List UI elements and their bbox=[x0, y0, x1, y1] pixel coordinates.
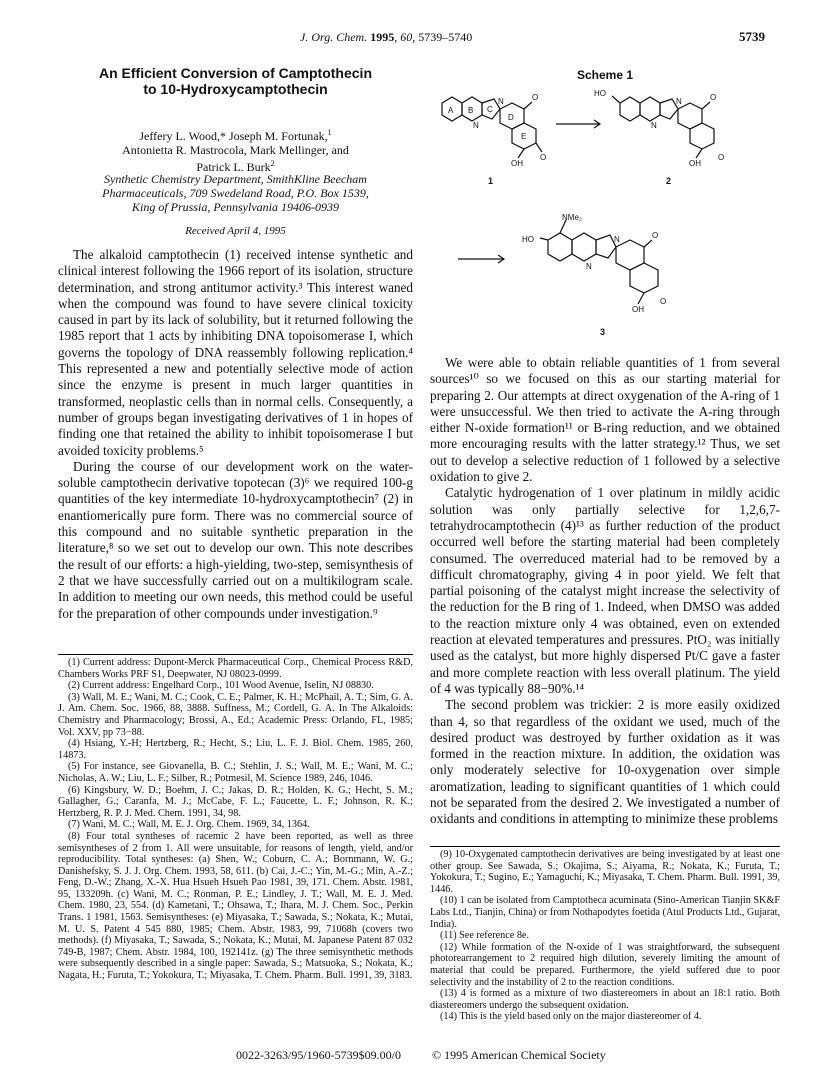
carbonyl-bond bbox=[524, 102, 532, 109]
hydroxyl-label: OH bbox=[689, 159, 701, 168]
footnotes-right bbox=[430, 849, 780, 1023]
hydroxyl-label: HO bbox=[522, 235, 534, 244]
footnote: (2) Current address: Engelhard Corp., 101 Wood Avenue, Iselin, NJ 08830. bbox=[68, 680, 374, 692]
atom-o-label: O bbox=[718, 153, 725, 162]
article-code: 0022-3263/95/1960-5739$09.00/0 bbox=[236, 1048, 401, 1062]
title-line-2: to 10-Hydroxycamptothecin bbox=[143, 81, 328, 97]
ethyl-bond bbox=[638, 293, 644, 304]
ethyl-bond bbox=[518, 149, 524, 158]
received-date: Received April 4, 1995 bbox=[185, 225, 286, 237]
footnote: (7) Wani, M. C.; Wall, M. E. J. Org. Chem. 1969, 34, 1364. bbox=[68, 819, 310, 831]
ring-e-hexagon bbox=[630, 263, 658, 293]
journal-volume: 60 bbox=[400, 30, 413, 44]
atom-o-label: O bbox=[660, 297, 667, 306]
hydroxyl-label: OH bbox=[632, 305, 644, 314]
atom-o-label: O bbox=[710, 93, 717, 102]
dimethylamino-label: NMe₂ bbox=[562, 213, 582, 222]
footnote: (8) Four total syntheses of racemic 2 have been reported, as well as three semisyntheses of 2 from 1. All were unsuitable, for reasons of length, yield, and/or reproducibility. Total syntheses: (a) Shen, W.; Coburn, C. A.; Bornmann, W. G.; Danishefsky, S. J. J. Org. Chem. 1993, 58, 611. (b) Cai, J.-C.; Yin, M.-G.; Min, A.-Z.; Feng, D.-W.; Zhang, X.-X. Hua Hsueh Hsueh Pao 1981, 39, 171. Chem. Abstr. 1981, 95, 133209h. (c) Wani, M. C.; Ronman, P. E.; Lindley, J. T.; Wall, M. E. J. Med. Chem. 1980, 23, 554. (d) Kametani, T.; Ohsawa, T.; Ihara, M. J. Chem. Soc., Perkin Trans. 1 1981, 1563. Semisyntheses: (e) Miyasaka, T.; Sawada, S.; Nokata, K.; Mutai, M. U. S. Patent 4 545 880, 1985; Chem. Abstr. 1983, 99, 71068h (covers two methods). (f) Miyasaka, T.; Sawada, S.; Nokata, K.; Mutai, M. Japanese Patent 87 032 749-B, 1987; Chem. Abstr. 1984, 100, 192141z. (g) The three semisynthetic methods were subsequently described in a single paper: Sawada, S.; Matsuoka, S.; Nokata, K.; Nagata, H.; Furuta, T.; Yokokura, T.; Miyasaka, T. Chem. Pharm. Bull. 1991, 39, 3183. bbox=[58, 830, 413, 982]
lactone-bond bbox=[536, 143, 542, 152]
left-column-body bbox=[58, 247, 413, 622]
paragraph-4: Catalytic hydrogenation of 1 over platinum in mildly acidic solution was only partially selective for 1,2,6,7-tetrahydrocamptothecin (4)¹³ as further reduction of the product occurred well before the starting material had been completely consumed. The overreduced material had to be removed by a difficult chromatography, giving 4 in poor yield. We felt that partial poisoning of the catalyst might increase the selectivity of the reduction for the B ring of 1. Indeed, when DMSO was added to the reaction mixture only 4 was obtained, even on extended reaction at elevated temperatures and pressures. PtO₂ was initially used as the catalyst, but more highly dispersed Pt/C gave a faster and more complete reaction with less overall platinum. The yield of 4 was typically 88−90%.¹⁴ bbox=[430, 485, 780, 696]
ring-c-pentagon bbox=[596, 235, 616, 258]
footnote: (12) While formation of the N-oxide of 1 was straightforward, the subsequent photorearrangement to 2 required high dilution, severely limiting the amount of material that could be prepared. Furthermore, the yield suffered due to poor selectivity and the instability of 2 to the reaction conditions. bbox=[430, 941, 780, 988]
ring-a-hexagon bbox=[548, 233, 572, 261]
running-header: J. Org. Chem. 1995, 60, 5739–5740 bbox=[300, 30, 473, 44]
paragraph-3: We were able to obtain reliable quantities of 1 from several sources¹⁰ so we focused on this as our starting material for preparing 2. Our attempts at direct oxygenation of the A-ring of 1 were unsuccessful. We then tried to activate the A-ring through either N-oxide formation¹¹ or B-ring reduction, and we obtained more encouraging results with the latter strategy.¹² Thus, we set out to develop a selective reduction of 1 followed by a selective oxidation to give 2. bbox=[430, 355, 780, 485]
paragraph-5: The second problem was trickier: 2 is more easily oxidized than 4, so that regardless of the oxidant we used, much of the desired product was destroyed by further oxidation as it was formed in the reaction mixture. In addition, the oxidation was only moderately selective for 10-oxygenation over simple aromatization, leading to significant quantities of 1 which could not be separated from the desired 2. We investigated a number of oxidants and conditions in attempting to minimize these problems bbox=[430, 697, 780, 827]
footnote: (9) 10-Oxygenated camptothecin derivatives are being investigated by at least one other group. See Sawada, S.; Okajima, S.; Aiyama, R.; Nokata, K.; Furuta, T.; Yokokura, T.; Sugino, E.; Yamaguchi, K.; Miyasaka, T. Chem. Pharm. Bull. 1991, 39, 1446. bbox=[430, 849, 780, 895]
affiliation bbox=[58, 172, 413, 214]
paragraph-1: The alkaloid camptothecin (1) received intense synthetic and clinical interest following the 1966 report of its isolation, structure determination, and strong antitumor activity.³ This interest waned when the compound was found to have severe clinical toxicity caused in part by its lack of solubility, but it returned following the 1985 report that 1 acts by inhibiting DNA topoisomerase I, which governs the topology of DNA reassembly following replication.⁴ This represented a new and potentially selective mode of action since the enzyme is present in much larger quantities in transformed, neoplastic cells than in normal cells. Consequently, a number of groups began investigating derivatives of 1 in hopes of finding one that retained the ability to inhibit topoisomerase I but avoided toxicity problems.⁵ bbox=[58, 247, 413, 458]
affiliation-line-3: King of Prussia, Pennsylvania 19406-0939 bbox=[132, 200, 339, 214]
carbonyl-bond bbox=[702, 102, 710, 109]
atom-o-label: O bbox=[540, 153, 547, 162]
footnote: (3) Wall, M. E.; Wani, M. C.; Cook, C. E.; Palmer, K. H.; McPhail, A. T.; Sim, G. A. J. Am. Chem. Soc. 1966, 88, 3888. Suffness, M.; Cordell, G. A. In The Alkaloids: Chemistry and Pharmacology; Brossi, A., Ed.; Academic Press: Orlando, FL, 1985; Vol. XXV, pp 73−88. bbox=[58, 691, 413, 738]
compound-number-1: 1 bbox=[488, 176, 494, 186]
hydroxycamptothecin-structure bbox=[612, 96, 714, 158]
hydroxyl-bond bbox=[540, 238, 548, 240]
ring-a-hexagon bbox=[620, 97, 640, 121]
authors bbox=[58, 126, 413, 174]
right-column-body bbox=[430, 355, 780, 828]
atom-o-label: O bbox=[532, 93, 539, 102]
footnote: (13) 4 is formed as a mixture of two diastereomers in about an 18:1 ratio. Both diastereomers undergo the subsequent oxidation. bbox=[430, 988, 780, 1011]
atom-n-label: N bbox=[473, 121, 479, 130]
atom-n-label: N bbox=[614, 235, 620, 244]
ring-label-d: D bbox=[508, 113, 514, 122]
authors-line-2: Antonietta R. Mastrocola, Mark Mellinger, and bbox=[122, 143, 349, 157]
affiliation-line-1: Synthetic Chemistry Department, SmithKline Beecham bbox=[104, 172, 367, 186]
footnote-rule-right bbox=[430, 846, 780, 847]
atom-n-label: N bbox=[676, 97, 682, 106]
journal-year: 1995 bbox=[370, 30, 395, 44]
journal-name: J. Org. Chem. bbox=[300, 30, 368, 44]
ethyl-bond bbox=[696, 149, 702, 158]
hydroxyl-label: HO bbox=[594, 89, 606, 98]
ring-label-e: E bbox=[521, 132, 527, 141]
journal-pages: 5739–5740 bbox=[418, 30, 473, 44]
footnote: (4) Hsiang, Y.-H; Hertzberg, R.; Hecht, S.; Liu, L. F. J. Biol. Chem. 1985, 260, 14873. bbox=[58, 738, 413, 761]
title-line-1: An Efficient Conversion of Camptothecin bbox=[98, 65, 372, 81]
atom-n-label: N bbox=[586, 262, 592, 271]
authors-line-3: Patrick L. Burk bbox=[196, 160, 271, 174]
footnote: (6) Kingsbury, W. D.; Boehm, J. C.; Jakas, D. R.; Holden, K. G.; Hecht, S. M.; Gallagher, G.; Caranfa, M. J.; McCabe, F. L.; Faucette, L. F.; Johnson, R. K.; Hertzberg, R. P. J. Med. Chem. 1991, 34, 98. bbox=[58, 784, 413, 819]
ring-label-b: B bbox=[468, 106, 474, 115]
author-footnote-mark-1: 1 bbox=[327, 128, 332, 137]
compound-number-2: 2 bbox=[666, 176, 672, 186]
footnote: (10) 1 can be isolated from Camptotheca acuminata (Sino-American Tianjin SK&F Labs Ltd., Tianjin, China) or from Nothapodytes foetida (Atul Products Ltd., Gujarat, India). bbox=[430, 895, 780, 930]
atom-n-label: N bbox=[498, 97, 504, 106]
ring-b-hexagon bbox=[572, 233, 596, 261]
copyright-notice: © 1995 American Chemical Society bbox=[432, 1048, 606, 1062]
hydroxyl-bond bbox=[612, 96, 620, 103]
scheme-title: Scheme 1 bbox=[576, 68, 634, 82]
affiliation-line-2: Pharmaceuticals, 709 Swedeland Road, P.O. Box 1539, bbox=[102, 186, 369, 200]
footnotes-left bbox=[58, 657, 413, 982]
author-footnote-mark-2: 2 bbox=[270, 159, 275, 168]
page-number: 5739 bbox=[739, 29, 765, 44]
footnote: (5) For instance, see Giovanella, B. C.; Stehlin, J. S.; Wall, M. E.; Wani, M. C.; Nicholas, A. W.; Liu, L. F.; Silber, R.; Potmesil, M. Science 1989, 246, 1046. bbox=[58, 761, 413, 784]
ring-label-a: A bbox=[448, 106, 454, 115]
footnote-rule-left bbox=[58, 654, 413, 655]
ring-e-hexagon bbox=[690, 123, 714, 149]
atom-n-label: N bbox=[651, 121, 657, 130]
reaction-scheme bbox=[430, 82, 780, 352]
ring-label-c: C bbox=[487, 105, 493, 114]
footnote: (14) This is the yield based only on the major diastereomer of 4. bbox=[440, 1011, 702, 1023]
compound-number-3: 3 bbox=[600, 327, 606, 337]
atom-o-label: O bbox=[652, 231, 659, 240]
topotecan-structure bbox=[540, 220, 658, 304]
carbonyl-bond bbox=[644, 240, 652, 247]
authors-line-1: Jeffery L. Wood,* Joseph M. Fortunak, bbox=[139, 129, 328, 143]
footnote: (11) See reference 8e. bbox=[440, 930, 529, 942]
paragraph-2: During the course of our development work on the water-soluble camptothecin derivative topotecan (3)⁶ we required 100-g quantities of the key intermediate 10-hydroxycamptothecin⁷ (2) in enantiomerically pure form. There was no commercial source of this compound and no suitable synthetic preparation in the literature,⁸ so we set out to develop our own. This note describes the result of our efforts: a high-yielding, two-step, semisynthesis of 2 that we have successfully carried out on a multikilogram scale. In addition to meeting our own needs, this method could be useful for the preparation of other compounds under investigation.⁹ bbox=[58, 458, 413, 621]
footnote: (1) Current address: Dupont-Merck Pharmaceutical Corp., Chemical Process R&D, Chambers Works PRF S1, Deepwater, NJ 08023-0999. bbox=[58, 657, 413, 680]
ring-b-hexagon bbox=[640, 97, 660, 121]
hydroxyl-label: OH bbox=[511, 159, 523, 168]
article-title bbox=[58, 65, 413, 97]
